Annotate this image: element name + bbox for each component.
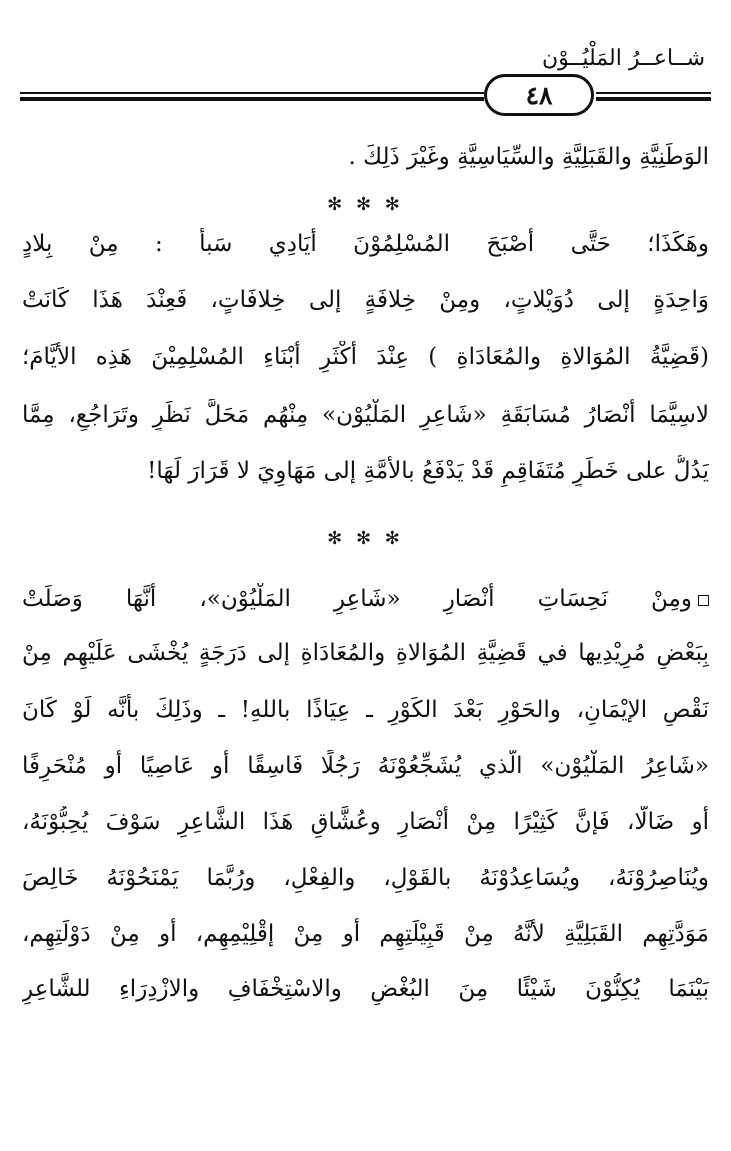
page-number: ٤٨ — [525, 80, 553, 110]
text-line: يَدُلُّ على خَطَرٍ مُتَفَاقِمٍ قَدْ يَدْفَعُ بالأمَّةِ إلى مَهَاوِيَ لا قَرَارَ لَهَا! — [147, 458, 709, 484]
header-rule-left-thick — [20, 97, 484, 101]
text-line: وهَكَذَا؛ حَتَّى أصْبَحَ المُسْلِمُوْنَ أيَادِي سَبأ : مِنْ بِلادٍ — [22, 231, 709, 257]
section-separator: ✻ ✻ ✻ — [327, 194, 404, 215]
header-rule-right-thin — [596, 92, 711, 94]
page-number-badge — [484, 74, 594, 116]
text-line: «شَاعِرُ المَلْيُوْن» الَّذي يُشَجِّعُوْنَهُ رَجُلًا فَاسِقًا أو عَاصِيًا أو مُنْحَرِفًا — [22, 753, 709, 779]
text-line: أو ضَالًّا، فَإنَّ كَثِيْرًا مِنْ أنْصَارِ وعُشَّاقِ هَذَا الشَّاعِرِ سَوْفَ يُحِبُّوْنَهُ، — [22, 809, 709, 835]
header-rule-left-thin — [20, 92, 484, 94]
header-rule-right-thick — [596, 97, 711, 101]
text-line: الوَطَنِيَّةِ والقَبَلِيَّةِ والسِّيَاسِيَّةِ وغَيْرَ ذَلِكَ . — [348, 144, 709, 170]
text-line: لاسِيَّمَا أنْصَارُ مُسَابَقَةِ «شَاعِرِ المَلْيُوْن» مِنْهُم مَحَلَّ نَظَرٍ وتَرَاجُعٍ، مِمَّا — [22, 402, 709, 428]
text-line: نَقْصِ الإيْمَانِ، والحَوْرِ بَعْدَ الكَوْرِ ـ عِيَاذًا باللهِ! ـ وذَلِكَ بأنَّه لَوْ كَانَ — [22, 697, 709, 723]
text-line-first: ومِنْ نَحِسَاتِ أنْصَارِ «شَاعِرِ المَلْيُوْن»، أنَّهَا وَصَلَتْ — [22, 583, 709, 615]
text-line: بَيْنَمَا يُكِنُّوْنَ شَيْئًا مِنَ البُغْضِ والاسْتِخْفَافِ والازْدِرَاءِ للشَّاعِرِ — [22, 976, 709, 1002]
text-line: مَوَدَّتِهِم القَبَلِيَّةِ لأنَّهُ مِنْ قَبِيْلَتِهِم أو مِنْ إقْلِيْمِهِم، أو مِنْ دَوْلَتِهِم، — [22, 921, 709, 947]
paragraph-square-icon — [698, 595, 709, 606]
text-line: بِبَعْضِ مُرِيْدِيها في قَضِيَّةِ المُوَالاةِ والمُعَادَاةِ إلى دَرَجَةٍ يُخْشَى عَلَيْهِم مِنْ — [22, 640, 709, 666]
section-separator: ✻ ✻ ✻ — [327, 528, 404, 549]
text-line: ويُنَاصِرُوْنَهُ، ويُسَاعِدُوْنَهُ بالقَوْلِ، والفِعْلِ، ورُبَّمَا يَمْنَحُوْنَهُ خَالِصَ — [22, 865, 709, 891]
text-line: وَاحِدَةٍ إلى دُوَيْلاتٍ، ومِنْ خِلافَةٍ إلى خِلافَاتٍ، فَعِنْدَ هَذَا كَانَتْ — [22, 287, 709, 313]
text-line: (قَضِيَّةُ المُوَالاةِ والمُعَادَاةِ ) عِنْدَ أكْثَرِ أبْنَاءِ المُسْلِمِيْنَ هَذِه الأيَّامَ؛ — [22, 344, 709, 370]
running-title: شــاعــرُ المَلْيُــوْن — [541, 46, 705, 71]
